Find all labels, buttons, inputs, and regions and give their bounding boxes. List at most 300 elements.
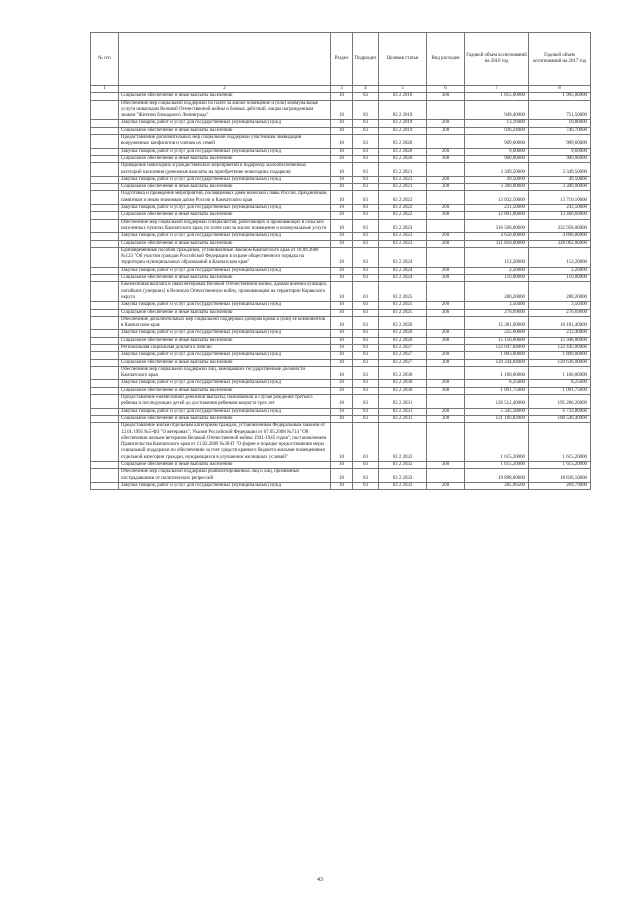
cell-num [91,275,119,282]
cell-amount-2017: 280,20000 [529,282,591,302]
cell-expense-type: 300 [427,337,465,344]
cell-num [91,330,119,337]
cell-podrazdel: 03 [353,240,379,247]
cell-expense-type: 300 [427,240,465,247]
row-name-text: Закупка товаров, работ и услуг для государственных (муниципальных) нужд [121,408,282,414]
cell-name [119,163,331,177]
cell-podrazdel: 03 [353,469,379,483]
cell-target-article: 03 2 2025 [379,309,427,316]
cell-amount-2016: 1 815,00000 [465,93,529,100]
cell-amount-2016: 8,25000 [465,380,529,387]
cell-razdel: 10 [331,176,353,183]
cell-amount-2016: 15 156,00000 [465,337,529,344]
cell-podrazdel: 03 [353,275,379,282]
cell-razdel: 10 [331,352,353,359]
cell-name [119,282,331,302]
cell-amount-2016: 5 345,58000 [465,408,529,415]
row-name-text: Обеспечение мер социальной поддержки лиц, замещавших государственные должности Камчатского края [121,366,306,379]
row-name-text: Закупка товаров, работ и услуг для государственных (муниципальных) нужд [121,233,282,239]
cell-expense-type: 300 [427,93,465,100]
cell-num [91,352,119,359]
cell-expense-type [427,163,465,177]
row-name-text: Социальное обеспечение и иные выплаты населению [121,275,233,281]
cell-num [91,462,119,469]
row-name-text: Закупка товаров, работ и услуг для государственных (муниципальных) нужд [121,482,282,488]
column-index-cell: 8 [529,86,591,93]
header-amount-2017: Годовой объем ассигнований на 2017 год [529,33,591,86]
cell-amount-2016: 3,50400 [465,302,529,309]
cell-razdel: 10 [331,275,353,282]
table-row [91,100,591,120]
row-name-text: Социальное обеспечение и иные выплаты населению [121,415,233,421]
cell-num [91,240,119,247]
cell-razdel: 10 [331,380,353,387]
cell-name [119,219,331,233]
header-expense-type: Вид расходов [427,33,465,86]
cell-razdel: 10 [331,184,353,191]
cell-expense-type: 200 [427,302,465,309]
cell-name [119,462,331,469]
row-name-text: Социальное обеспечение и иные выплаты населению [121,359,233,365]
cell-podrazdel: 03 [353,316,379,330]
table-row [91,423,591,462]
cell-num [91,267,119,274]
cell-razdel: 10 [331,93,353,100]
row-name-text: Социальное обеспечение и иные выплаты населению [121,387,233,393]
cell-expense-type [427,135,465,149]
table-row [91,275,591,282]
cell-name [119,127,331,134]
row-name-text: Обеспечение дополнительных мер социальной поддержки донорам крови и (или) ее компонентов в Камчатском крае [121,316,325,329]
cell-razdel: 10 [331,240,353,247]
table-row [91,359,591,366]
cell-amount-2016: 3 349,50000 [465,163,529,177]
header-row [91,33,591,86]
cell-razdel: 10 [331,127,353,134]
cell-expense-type: 200 [427,330,465,337]
cell-expense-type: 200 [427,120,465,127]
cell-podrazdel: 03 [353,352,379,359]
table-row [91,148,591,155]
cell-amount-2017: 1 091,75000 [529,387,591,394]
cell-razdel: 10 [331,205,353,212]
cell-podrazdel: 03 [353,135,379,149]
cell-expense-type: 300 [427,212,465,219]
cell-name [119,247,331,267]
cell-razdel: 10 [331,359,353,366]
cell-podrazdel: 03 [353,359,379,366]
cell-amount-2016: 9,60000 [465,148,529,155]
cell-num [91,482,119,489]
cell-target-article: 03 2 2023 [379,219,427,233]
cell-podrazdel: 03 [353,344,379,351]
cell-amount-2017: 120 636,00000 [529,359,591,366]
cell-amount-2016: 285,06500 [465,482,529,489]
cell-amount-2017: 112,20000 [529,247,591,267]
cell-name [119,337,331,344]
cell-podrazdel: 03 [353,337,379,344]
cell-razdel: 10 [331,408,353,415]
cell-name [119,100,331,120]
cell-name [119,205,331,212]
cell-name [119,191,331,205]
column-index-cell: 3 [331,86,353,93]
cell-amount-2017: 3 349,50000 [529,163,591,177]
cell-amount-2017: 188 546,40000 [529,415,591,422]
row-name-text: Ежемесячная выплата в связи ветеранам Великой Отечественной войны, вдовам военнослужащих, погибших (умерших) в Великую Отечественную войну, проживающим на территории Корякского округа [121,282,328,300]
cell-expense-type [427,469,465,483]
row-name-text: Обеспечение мер социальной поддержки специалистов, работающих и проживающих в сельских населенных пунктах Камчатского края, по плате или за жилое помещение и коммунальные услуги [121,219,327,231]
cell-podrazdel: 03 [353,148,379,155]
cell-target-article: 03 2 2020 [379,148,427,155]
table-row [91,127,591,134]
cell-amount-2016: 276,69600 [465,309,529,316]
cell-target-article: 03 2 2027 [379,359,427,366]
cell-name [119,415,331,422]
cell-expense-type: 300 [427,127,465,134]
header-razdel: Раздел [331,33,353,86]
cell-razdel: 10 [331,344,353,351]
cell-expense-type: 300 [427,387,465,394]
table-row [91,337,591,344]
cell-amount-2016: 936,24000 [465,127,529,134]
cell-podrazdel: 03 [353,93,379,100]
cell-expense-type: 200 [427,148,465,155]
column-index-row [91,86,591,93]
cell-expense-type: 300 [427,309,465,316]
row-name-text: Подготовка и проведение мероприятий, посвященных дням воинской славы России, праздничным, памятным и иным значимым датам России и Камчатского края [121,191,328,203]
row-name-text: Социальное обеспечение и иные выплаты населению [121,93,233,99]
table-row [91,380,591,387]
cell-amount-2017: 13 710,10000 [529,191,591,205]
cell-target-article: 03 2 2021 [379,176,427,183]
cell-target-article: 03 2 2033 [379,482,427,489]
cell-target-article: 03 2 2023 [379,240,427,247]
cell-razdel: 10 [331,316,353,330]
cell-amount-2016: 1 100,00000 [465,366,529,380]
cell-amount-2017: 110,00000 [529,275,591,282]
table-row [91,155,591,162]
cell-podrazdel: 03 [353,191,379,205]
column-index-cell: 2 [119,86,331,93]
cell-expense-type: 300 [427,275,465,282]
cell-name [119,155,331,162]
cell-target-article: 03 2 2024 [379,247,427,267]
cell-num [91,359,119,366]
cell-target-article: 03 2 2022 [379,205,427,212]
table-row [91,219,591,233]
row-name-text: Закупка товаров, работ и услуг для государственных (муниципальных) нужд [121,380,282,386]
cell-expense-type [427,100,465,120]
cell-podrazdel: 03 [353,267,379,274]
cell-name [119,316,331,330]
cell-num [91,408,119,415]
cell-amount-2017: 3,50400 [529,302,591,309]
cell-razdel: 10 [331,148,353,155]
cell-name [119,148,331,155]
cell-podrazdel: 03 [353,415,379,422]
row-name-text: Закупка товаров, работ и услуг для государственных (муниципальных) нужд [121,176,282,182]
cell-name [119,135,331,149]
cell-target-article: 03 2 2021 [379,163,427,177]
row-name-text: Закупка товаров, работ и услуг для государственных (муниципальных) нужд [121,205,282,211]
table-row [91,240,591,247]
table-row [91,282,591,302]
table-row [91,163,591,177]
cell-podrazdel: 03 [353,282,379,302]
cell-target-article: 03 2 2026 [379,337,427,344]
cell-amount-2017: 13 466,60000 [529,212,591,219]
cell-amount-2017: 10,80000 [529,120,591,127]
table-row [91,316,591,330]
table-row [91,247,591,267]
cell-target-article: 03 2 2019 [379,100,427,120]
cell-podrazdel: 03 [353,309,379,316]
cell-num [91,415,119,422]
cell-name [119,240,331,247]
cell-target-article: 03 2 2024 [379,275,427,282]
cell-amount-2016: 112,20000 [465,247,529,267]
cell-target-article: 03 2 2025 [379,282,427,302]
cell-expense-type: 300 [427,415,465,422]
table-row [91,462,591,469]
cell-num [91,219,119,233]
cell-podrazdel: 03 [353,127,379,134]
cell-razdel: 10 [331,395,353,409]
cell-razdel: 10 [331,309,353,316]
cell-name [119,275,331,282]
cell-expense-type [427,366,465,380]
cell-amount-2017: 4 896,00000 [529,233,591,240]
cell-num [91,344,119,351]
cell-razdel: 10 [331,423,353,462]
cell-name [119,423,331,462]
cell-name [119,212,331,219]
cell-razdel: 10 [331,337,353,344]
cell-target-article: 03 2 2023 [379,233,427,240]
cell-expense-type [427,219,465,233]
cell-amount-2016: 900,00000 [465,155,529,162]
cell-amount-2016: 1 615,20000 [465,423,529,462]
cell-expense-type [427,247,465,267]
cell-razdel: 10 [331,247,353,267]
cell-target-article: 03 2 2027 [379,344,427,351]
cell-expense-type: 200 [427,380,465,387]
table-row [91,366,591,380]
cell-target-article: 03 2 2019 [379,127,427,134]
cell-expense-type [427,191,465,205]
cell-target-article: 03 2 2018 [379,93,427,100]
cell-podrazdel: 03 [353,330,379,337]
cell-razdel: 10 [331,282,353,302]
cell-expense-type: 300 [427,359,465,366]
cell-amount-2017: 900,00000 [529,155,591,162]
cell-target-article: 03 2 2031 [379,395,427,409]
cell-amount-2017: 16 181,40000 [529,316,591,330]
cell-expense-type [427,282,465,302]
cell-amount-2016: 13,16000 [465,120,529,127]
row-name-text: Обеспечение мер социальной поддержки реабилитированных лиц и лиц, признанных пострадавшими от политических репрессий [121,469,300,481]
cell-razdel: 10 [331,267,353,274]
cell-razdel: 10 [331,155,353,162]
cell-razdel: 10 [331,366,353,380]
row-name-text: Закупка товаров, работ и услуг для государственных (муниципальных) нужд [121,330,282,336]
budget-document [90,32,590,490]
cell-expense-type: 200 [427,352,465,359]
cell-amount-2016: 280,20000 [465,282,529,302]
cell-name [119,395,331,409]
table-row [91,120,591,127]
cell-amount-2016: 1 091,75000 [465,387,529,394]
cell-amount-2017: 18 836,10000 [529,469,591,483]
cell-amount-2017: 276,69600 [529,309,591,316]
table-row [91,212,591,219]
page-number: 43 [317,877,323,883]
cell-num [91,247,119,267]
cell-podrazdel: 03 [353,395,379,409]
cell-podrazdel: 03 [353,380,379,387]
cell-num [91,309,119,316]
cell-amount-2016: 121 166,82000 [465,415,529,422]
cell-num [91,366,119,380]
cell-amount-2017: 740,70000 [529,127,591,134]
cell-amount-2016: 126 512,40000 [465,395,529,409]
cell-amount-2016: 49,50000 [465,176,529,183]
cell-num [91,93,119,100]
cell-razdel: 10 [331,212,353,219]
cell-amount-2017: 1 615,20000 [529,462,591,469]
cell-target-article: 03 2 2026 [379,330,427,337]
cell-amount-2017: 233,40000 [529,330,591,337]
row-name-text: Социальное обеспечение и иные выплаты населению [121,240,233,246]
cell-amount-2017: 1 100,00000 [529,366,591,380]
cell-target-article: 03 2 2032 [379,423,427,462]
row-name-text: Проведение новогодних и рождественских мероприятий в подарочку малообеспеченных категорий населения (денежные выплаты на приобретение новогодних подарков) [121,163,307,175]
cell-name [119,302,331,309]
cell-podrazdel: 03 [353,233,379,240]
cell-razdel: 10 [331,415,353,422]
cell-podrazdel: 03 [353,387,379,394]
table-row [91,415,591,422]
table-row [91,352,591,359]
cell-amount-2017: 195 280,20000 [529,395,591,409]
cell-razdel: 10 [331,302,353,309]
cell-razdel: 10 [331,135,353,149]
header-amount-2016: Годовой объем ассигнований на 2016 год [465,33,529,86]
cell-amount-2017: 1 809,00000 [529,352,591,359]
cell-target-article: 03 2 2026 [379,316,427,330]
column-index-cell: 1 [91,86,119,93]
cell-expense-type: 200 [427,408,465,415]
cell-podrazdel: 03 [353,219,379,233]
row-name-text: Единовременные пособия гражданам, установленные Законом Камчатского края от 18.09.2008 №123 "Об участии граждан Российской Федерации в охране общественного порядка на территории муниципальных образований в Камчатском крае" [121,247,319,266]
table-row [91,408,591,415]
table-row [91,205,591,212]
cell-amount-2016: 949,40000 [465,100,529,120]
row-name-text: Социальное обеспечение и иные выплаты населению [121,127,233,133]
cell-name [119,482,331,489]
table-row [91,176,591,183]
cell-amount-2017: 2,20000 [529,267,591,274]
cell-podrazdel: 03 [353,408,379,415]
table-row [91,184,591,191]
cell-name [119,184,331,191]
cell-num [91,135,119,149]
cell-amount-2017: 3 300,00000 [529,184,591,191]
cell-amount-2016: 909,60000 [465,135,529,149]
cell-amount-2017: 49,50000 [529,176,591,183]
cell-podrazdel: 03 [353,120,379,127]
cell-expense-type: 200 [427,205,465,212]
cell-podrazdel: 03 [353,302,379,309]
cell-name [119,267,331,274]
cell-num [91,380,119,387]
cell-amount-2017: 9,60000 [529,148,591,155]
cell-target-article: 03 2 2030 [379,366,427,380]
cell-num [91,100,119,120]
cell-razdel: 10 [331,387,353,394]
cell-expense-type: 300 [427,155,465,162]
cell-amount-2016: 110,00000 [465,275,529,282]
cell-target-article: 03 2 2019 [379,120,427,127]
table-row [91,233,591,240]
cell-num [91,233,119,240]
cell-target-article: 03 2 2025 [379,302,427,309]
cell-name [119,352,331,359]
table-row [91,191,591,205]
cell-amount-2016: 19 898,00000 [465,469,529,483]
cell-amount-2017: 328 062,00000 [529,240,591,247]
cell-num [91,155,119,162]
budget-table [90,32,591,490]
column-index-cell: 6 [427,86,465,93]
cell-amount-2016: 122 047,84000 [465,344,529,351]
cell-amount-2017: 909,60000 [529,135,591,149]
cell-name [119,176,331,183]
cell-razdel: 10 [331,469,353,483]
cell-name [119,408,331,415]
row-name-text: Социальное обеспечение и иные выплаты населению [121,309,233,315]
cell-razdel: 10 [331,233,353,240]
cell-podrazdel: 03 [353,100,379,120]
column-index-cell: 5 [379,86,427,93]
cell-razdel: 10 [331,120,353,127]
cell-amount-2017: 1 905,00000 [529,93,591,100]
cell-expense-type: 300 [427,184,465,191]
cell-expense-type: 200 [427,233,465,240]
header-target-article: Целевая статья [379,33,427,86]
cell-target-article: 03 2 2032 [379,462,427,469]
table-row [91,469,591,483]
row-name-text: Региональная социальная доплата к пенсии [121,344,212,350]
cell-razdel: 10 [331,100,353,120]
cell-podrazdel: 03 [353,247,379,267]
cell-num [91,184,119,191]
cell-target-article: 03 2 2020 [379,155,427,162]
cell-amount-2016: 231,50000 [465,205,529,212]
cell-amount-2016: 4 650,00000 [465,233,529,240]
cell-amount-2016: 12 801,00000 [465,212,529,219]
table-row [91,135,591,149]
cell-razdel: 10 [331,163,353,177]
cell-num [91,127,119,134]
cell-amount-2016: 2,20000 [465,267,529,274]
cell-razdel: 10 [331,191,353,205]
cell-num [91,395,119,409]
cell-amount-2017: 751,50000 [529,100,591,120]
table-row [91,309,591,316]
cell-num [91,316,119,330]
